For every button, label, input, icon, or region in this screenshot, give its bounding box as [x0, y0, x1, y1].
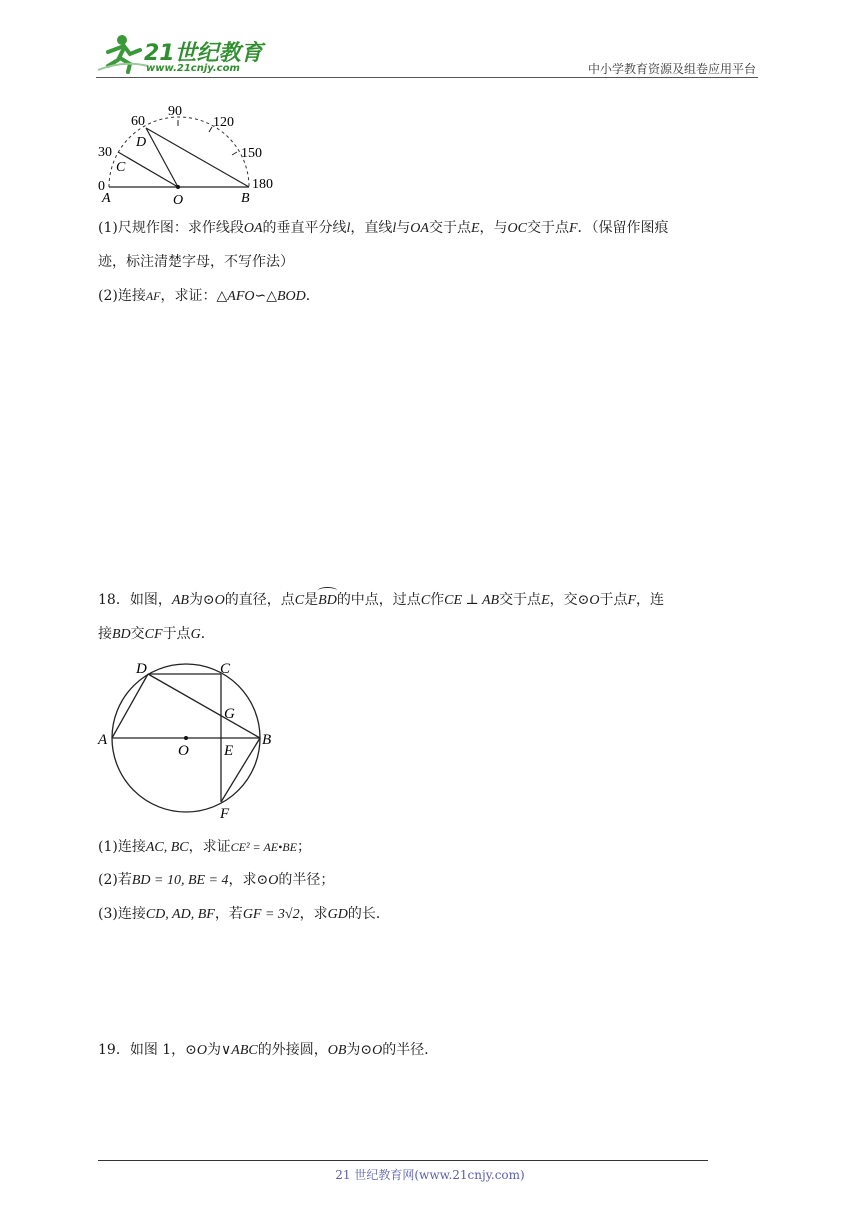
label-30: 30 [98, 145, 112, 160]
label-B: B [241, 191, 250, 206]
q17-part2: (2)连接AF，求证：△AFO∽△BOD． [98, 288, 320, 304]
line-AD [112, 674, 148, 738]
q18-part2: (2)若BD = 10, BE = 4，求⊙O的半径； [98, 872, 335, 888]
q19-stem: 19．如图 1，⊙O为∨ABC的外接圆，OB为⊙O的半径． [98, 1042, 439, 1058]
label-60: 60 [131, 114, 145, 129]
header-divider [96, 77, 758, 78]
arc-BD: BD [318, 591, 337, 611]
label-B: B [262, 732, 272, 748]
point-O [184, 736, 188, 740]
label-90: 90 [168, 104, 182, 119]
logo-title: 21世纪教育 [144, 41, 263, 66]
figure-protractor [96, 100, 286, 210]
logo-url: www.21cnjy.com [146, 63, 240, 74]
label-D: D [136, 661, 147, 677]
label-D: D [136, 135, 147, 150]
point-O [176, 185, 180, 189]
label-E: E [224, 743, 234, 759]
q18-stem-line2: 接BD交CF于点G． [98, 626, 215, 642]
label-180: 180 [252, 177, 273, 192]
q18-stem-line1: 18．如图，AB为⊙O的直径，点C是 BD的中点，过点C作CE ⊥ AB交于点E，交⊙O于点F，连 [98, 590, 664, 611]
label-A: A [102, 191, 111, 206]
platform-name: 中小学教育资源及组卷应用平台 [587, 62, 756, 76]
footer-link[interactable]: 21 世纪教育网(www.21cnjy.com) [335, 1168, 525, 1182]
tick-150 [232, 152, 237, 155]
label-150: 150 [241, 146, 262, 161]
site-logo [94, 30, 264, 78]
q18-part3: (3)连接CD, AD, BF，若GF = 3√2，求GD的长． [98, 906, 390, 922]
figure-circle [96, 656, 282, 822]
label-O: O [173, 193, 184, 208]
label-A: A [98, 732, 108, 748]
q17-part1-line2: 迹，标注清楚字母，不写作法） [98, 254, 294, 270]
label-0: 0 [98, 179, 105, 194]
label-O: O [178, 743, 189, 759]
label-G: G [224, 706, 235, 722]
label-C: C [220, 661, 231, 677]
tick-120 [209, 127, 212, 132]
label-120: 120 [213, 115, 234, 130]
q18-part1: (1)连接AC, BC，求证CE² = AE•BE； [98, 839, 311, 855]
label-C: C [116, 160, 126, 175]
label-F: F [220, 806, 230, 822]
q17-part1-line1: (1)尺规作图：求作线段OA的垂直平分线l，直线l与OA交于点E，与OC交于点F．（保留作图痕 [98, 220, 669, 236]
line-DB [148, 674, 260, 738]
footer-divider [98, 1160, 708, 1161]
